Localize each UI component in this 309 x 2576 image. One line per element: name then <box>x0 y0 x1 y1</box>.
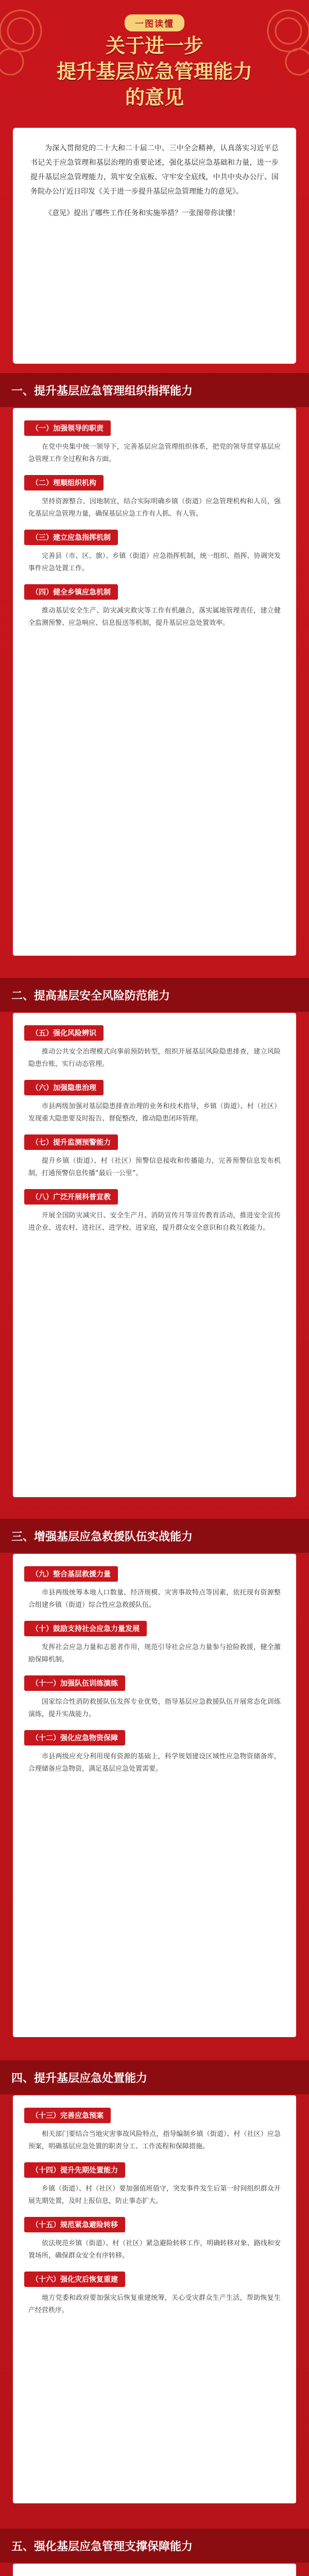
subsection-label: （四）健全乡镇应急机制 <box>24 584 118 600</box>
subsection-label: （二）理顺组织机构 <box>24 475 104 490</box>
intro-paragraph: 《意见》提出了哪些工作任务和实施举措？一张图带你读懂！ <box>45 209 239 217</box>
subsection-text: 市县两级加强对基层隐患排查治理的业务和技术指导，乡镇（街道）、村（社区）发现重大隐患要及时报告、督促整改，推动隐患闭环管理。 <box>28 1103 281 1123</box>
subsection-label: （十）鼓励支持社会应急力量发展 <box>24 1621 147 1636</box>
section-title: 一、提升基层应急管理组织指挥能力 <box>11 384 193 398</box>
subsection-label: （九）整合基层救援力量 <box>24 1566 118 1582</box>
subsection-label: （五）强化风险辨识 <box>24 1025 104 1041</box>
section-title: 二、提高基层安全风险防范能力 <box>11 989 170 1003</box>
intro-paragraph: 为深入贯彻党的二十大和二十届二中、三中全会精神，认真落实习近平总书记关于应急管理和基层治理的重要论述，强化基层应急基础和力量，进一步提升基层应急管理能力，筑牢安全底板、守牢安全底线，中共中央办公厅、国务院办公厅近日印发《关于进一步提升基层应急管理能力的意见》。 <box>30 144 279 196</box>
page-title <box>0 33 309 110</box>
subsection-label: （十二）强化应急物资保障 <box>24 1730 125 1745</box>
subsection-label: （七）提升监测预警能力 <box>24 1134 118 1150</box>
subsection-text: 发挥社会应急力量和志愿者作用，规范引导社会应急力量参与抢险救援，健全激励保障机制。 <box>28 1643 281 1664</box>
subsection-label: （八）广泛开展科普宣教 <box>24 1189 118 1205</box>
subsection-label: （十五）规范紧急避险转移 <box>24 2217 125 2232</box>
subsection-text: 坚持资源整合、因地制宜，结合实际明确乡镇（街道）应急管理机构和人员，强化基层应急管理力量，确保基层应急工作有人抓、有人管。 <box>28 498 281 518</box>
subsection-label: （一）加强领导的职责 <box>24 420 111 436</box>
section-title: 四、提升基层应急处置能力 <box>11 2072 148 2085</box>
section-title: 五、强化基层应急管理支撑保障能力 <box>11 2540 193 2553</box>
section-card <box>13 1554 296 2037</box>
subsection-label: （三）建立应急指挥机制 <box>24 530 118 545</box>
section-card <box>13 408 296 956</box>
section-title: 三、增强基层应急救援队伍实战能力 <box>11 1530 193 1544</box>
title-line-2: 提升基层应急管理能力 <box>56 60 252 83</box>
subsection-text: 市县两级统筹本地人口数量、经济规模、灾害事故特点等因素，依托现有资源整合组建乡镇（街道）综合性应急救援队伍。 <box>28 1589 281 1609</box>
section-banner <box>0 2529 309 2563</box>
subsection-text: 相关部门要结合当地灾害事故风险特点，指导编制乡镇（街道）、村（社区）应急预案，明确基层应急处置的职责分工、工作流程和保障措施。 <box>28 2130 281 2150</box>
section-banner <box>0 373 309 407</box>
subsection-text: 提升乡镇（街道）、村（社区）预警信息接收和传播能力，完善预警信息发布机制，打通预警信息传播“最后一公里”。 <box>28 1157 281 1177</box>
subsection-text: 地方党委和政府要加强灾后恢复重建统筹，关心受灾群众生产生活，帮助恢复生产经营秩序。 <box>28 2294 281 2314</box>
subsection-label: （十六）强化灾后恢复重建 <box>24 2272 125 2287</box>
subsection-text: 乡镇（街道）、村（社区）要加强值班值守，突发事件发生后第一时间组织群众开展先期处置，及时上报信息，防止事态扩大。 <box>28 2185 281 2205</box>
intro-card <box>13 128 296 364</box>
section-banner <box>0 2060 309 2094</box>
subsection-text: 开展全国防灾减灾日、安全生产月、消防宣传月等宣传教育活动，推进安全宣传进企业、进农村、进社区、进学校、进家庭，提升群众安全意识和自救互救能力。 <box>28 1212 281 1232</box>
section-card <box>13 2564 296 2576</box>
subsection-label: （十一）加强队伍训练演练 <box>24 1675 125 1691</box>
subsection-text: 国家综合性消防救援队伍发挥专业优势，指导基层应急救援队伍开展常态化训练演练，提升实战能力。 <box>28 1698 281 1718</box>
title-line-1: 关于进一步 <box>105 35 203 57</box>
subsection-text: 依法规范乡镇（街道）、村（社区）紧急避险转移工作，明确转移对象、路线和安置场所，确保群众安全有序转移。 <box>28 2240 281 2260</box>
title-line-3: 的意见 <box>125 86 184 109</box>
subsection-text: 推动基层安全生产、防灾减灾救灾等工作有机融合，落实属地管理责任，建立健全监测预警、应急响应、信息报送等机制，提升基层应急处置效率。 <box>28 607 281 627</box>
subsection-label: （十三）完善应急预案 <box>24 2108 111 2123</box>
section-card <box>13 2095 296 2503</box>
section-banner <box>0 978 309 1012</box>
subsection-label: （十四）提升先期处置能力 <box>24 2162 125 2178</box>
subsection-text: 在党中央集中统一领导下，完善基层应急管理组织体系，把党的领导贯穿基层应急管理工作全过程和各方面。 <box>28 443 281 463</box>
subsection-text: 完善县（市、区、旗）、乡镇（街道）应急指挥机制，统一组织、指挥、协调突发事件应急处置工作。 <box>28 552 281 572</box>
subsection-text: 市县两级应充分利用现有资源的基础上，科学规划建设区域性应急物资储备库，合理储备应急物资，满足基层应急处置需要。 <box>28 1753 281 1773</box>
header-badge: 一图读懂 <box>125 14 184 31</box>
header <box>0 0 309 138</box>
subsection-text: 推动公共安全治理模式向事前预防转型，组织开展基层风险隐患排查，建立风险隐患台账，实行动态管理。 <box>28 1048 281 1068</box>
section-card <box>13 1013 296 1497</box>
section-banner <box>0 1519 309 1553</box>
subsection-label: （六）加强隐患治理 <box>24 1080 104 1095</box>
